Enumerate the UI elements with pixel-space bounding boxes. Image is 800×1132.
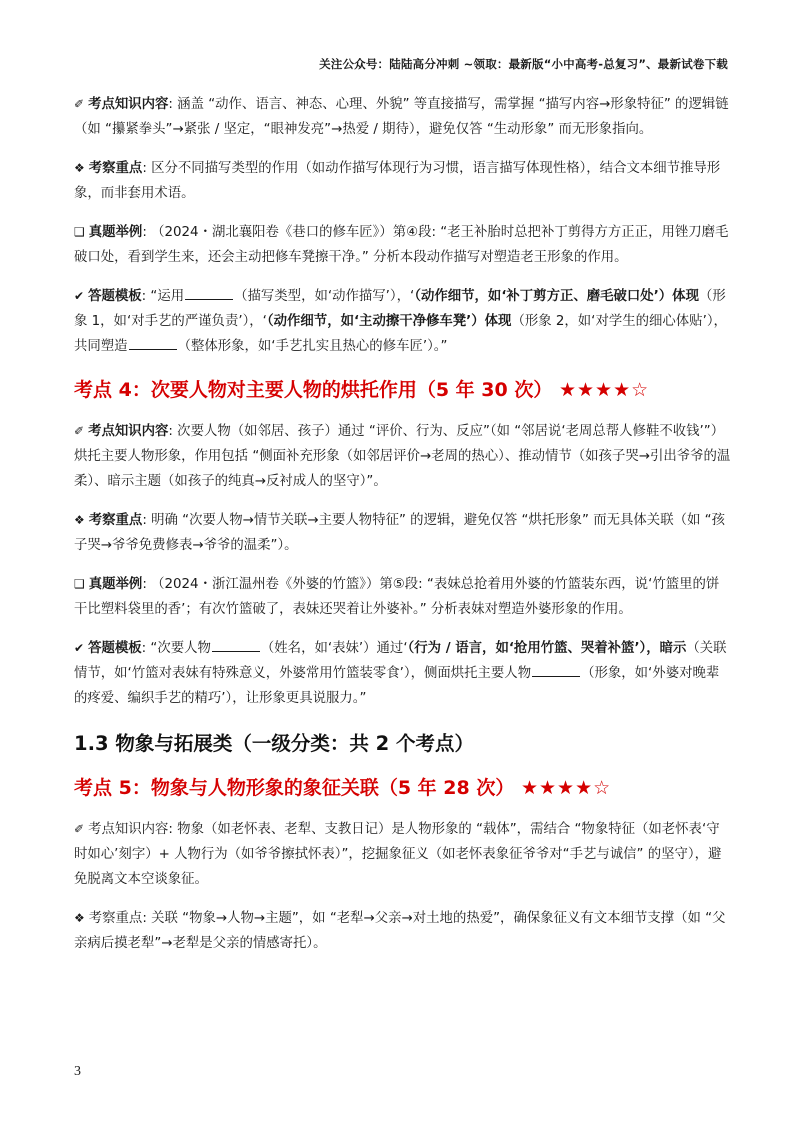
fill-blank [212, 637, 260, 652]
focus-paragraph [74, 156, 732, 206]
focus-paragraph [74, 906, 732, 956]
section-heading: 1.3 物象与拓展类（一级分类：共 2 个考点） [74, 732, 474, 755]
template-text: （形象 2，如‘对学生的细心体贴’），共同塑造 [74, 314, 727, 354]
page-number: 3 [74, 1064, 81, 1079]
fill-blank [185, 285, 233, 300]
point-text: 考点知识内容: 物象（如老怀表、老犁、支教日记）是人物形象的 “载体”，需结合 “物象特征（如老怀表‘守时如心’刻字）+ 人物行为（如爷爷擦拭怀表）”，挖掘象征义（如老怀表象征爷爷对“手艺与诚信” 的坚守），避免脱离文本空谈象征。 [74, 822, 722, 887]
example-text: : （2024・湖北襄阳卷《巷口的修车匠》）第④段: “老王补胎时总把补丁剪得方方正正，用锉刀磨毛破口处，看到学生来，还会主动把修车凳擦干净。” 分析本段动作描写对塑造老王形象的作用。 [74, 225, 729, 265]
focus-text: : 明确 “次要人物→情节关联→主要人物特征” 的逻辑，避免仅答 “烘托形象” 而无具体关联（如 “孩子哭→爷爷免费修表→爷爷的温柔”）。 [74, 513, 725, 553]
square-icon: ❑ [74, 225, 85, 239]
point-text: : 涵盖 “动作、语言、神态、心理、外貌” 等直接描写，需掌握 “描写内容→形象特征” 的逻辑链（如 “攥紧拳头”→紧张 / 坚定，“眼神发亮”→热爱 / 期待），避免仅答 “生动形象” 而无形象指向。 [74, 97, 729, 137]
knowledge-point-paragraph [74, 817, 732, 892]
template-text: : “运用 [141, 289, 185, 304]
point-label: 考点知识内容 [88, 97, 169, 112]
template-text: （动作细节，如‘主动擦干净修车凳’）体现 [266, 314, 512, 329]
document-body [74, 92, 732, 970]
rating-stars: ★★★★☆ [558, 379, 650, 401]
diamond-icon: ❖ [74, 911, 85, 925]
example-paragraph [74, 572, 732, 622]
example-label: 真题举例 [88, 225, 143, 240]
example-paragraph [74, 220, 732, 270]
kaodian-title: 考点 5：物象与人物形象的象征关联（5 年 28 次） [74, 777, 515, 799]
diamond-icon: ❖ [74, 161, 85, 175]
focus-text: 考察重点: 关联 “物象→人物→主题”，如 “老犁→父亲→对土地的热爱”，确保象征义有文本细节支撑（如 “父亲病后摸老犁”→老犁是父亲的情感寄托）。 [74, 911, 726, 951]
template-paragraph [74, 636, 732, 711]
example-text: : （2024・浙江温州卷《外婆的竹篮》）第⑤段: “表妹总抢着用外婆的竹篮装东西，说‘竹篮里的饼干比塑料袋里的香’；有次竹篮破了，表妹还哭着让外婆补。” 分析表妹对塑造外婆形象的作用。 [74, 577, 720, 617]
check-icon: ✔ [74, 641, 85, 655]
kaodian-heading [74, 775, 732, 801]
template-text: （行为 / 语言，如‘抢用竹篮、哭着补篮’），暗示 [407, 641, 687, 656]
template-text: （姓名，如‘表妹’）通过‘ [260, 641, 408, 656]
square-icon: ❑ [74, 577, 85, 591]
focus-label: 考察重点 [88, 513, 143, 528]
page-header: 关注公众号：陆陆高分冲刺 ~领取：最新版“小中高考-总复习”、最新试卷下载 [319, 57, 728, 71]
pencil-icon: ✐ [74, 97, 85, 111]
template-paragraph [74, 284, 732, 359]
template-text: （关联情节，如‘竹篮对表妹有特殊意义，外婆常用竹篮装零食’），侧面烘托主要人物 [74, 641, 727, 681]
kaodian-title: 考点 4：次要人物对主要人物的烘托作用（5 年 30 次） [74, 379, 553, 401]
example-label: 真题举例 [88, 577, 143, 592]
template-label: 答题模板 [88, 289, 142, 304]
template-text: : “次要人物 [141, 641, 211, 656]
template-text: （动作细节，如‘补丁剪方正、磨毛破口处’）体现 [414, 289, 699, 304]
pencil-icon: ✐ [74, 822, 85, 836]
point-text: : 次要人物（如邻居、孩子）通过 “评价、行为、反应”（如 “邻居说‘老周总帮人修鞋不收钱’”）烘托主要人物形象，作用包括 “侧面补充形象（如邻居评价→老周的热心）、推动情节（如孩子哭→引出爷爷的温柔）、暗示主题（如孩子的纯真→反衬成人的坚守）”。 [74, 424, 731, 489]
fill-blank [129, 335, 177, 350]
fill-blank [532, 662, 580, 677]
template-text: （整体形象，如‘手艺扎实且热心的修车匠’）。” [177, 339, 448, 354]
template-text: （形象 1，如‘对手艺的严谨负责’），‘ [74, 289, 726, 329]
knowledge-point-paragraph [74, 92, 732, 142]
knowledge-point-paragraph [74, 419, 732, 494]
check-icon: ✔ [74, 289, 85, 303]
pencil-icon: ✐ [74, 424, 85, 438]
template-text: （形象，如‘外婆对晚辈的疼爱、编织手艺的精巧’），让形象更具说服力。” [74, 666, 720, 706]
template-text: （描写类型，如‘动作描写’），‘ [234, 289, 415, 304]
focus-text: : 区分不同描写类型的作用（如动作描写体现行为习惯，语言描写体现性格），结合文本细节推导形象，而非套用术语。 [74, 161, 721, 201]
rating-stars: ★★★★☆ [520, 777, 612, 799]
point-label: 考点知识内容 [88, 424, 169, 439]
focus-label: 考察重点 [88, 161, 143, 176]
focus-paragraph [74, 508, 732, 558]
kaodian-heading [74, 377, 732, 403]
diamond-icon: ❖ [74, 513, 85, 527]
template-label: 答题模板 [88, 641, 142, 656]
